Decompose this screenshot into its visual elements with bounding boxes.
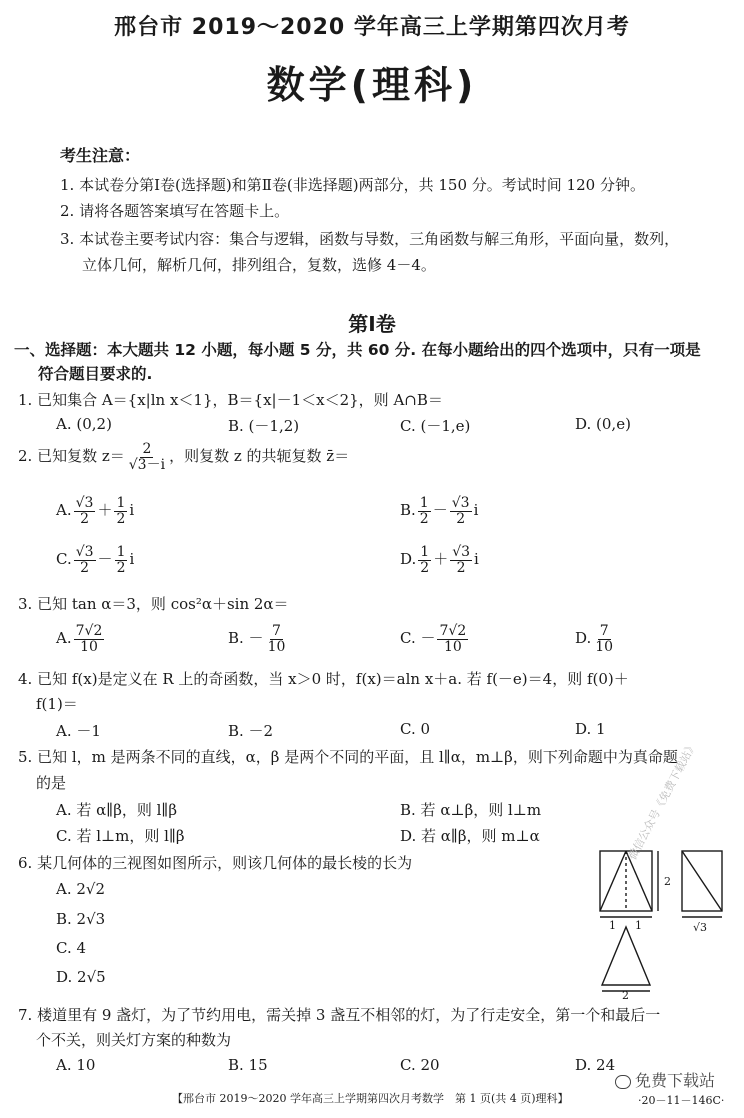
dim-base: 2 bbox=[622, 989, 629, 1000]
exam-title: 邢台市 2019～2020 学年高三上学期第四次月考 bbox=[114, 15, 630, 40]
q4-option-a: A. －1 bbox=[56, 722, 101, 740]
q7-option-b: B. 15 bbox=[228, 1056, 268, 1074]
q6-option-b: B. 2√3 bbox=[56, 910, 106, 928]
page-footer: 【邢台市 2019～2020 学年高三上学期第四次月考数学 第 1 页(共 4 页)理科】 bbox=[172, 1092, 569, 1105]
notice-item-3: 3. 本试卷主要考试内容：集合与逻辑，函数与导数，三角函数与解三角形，平面向量，数列， bbox=[60, 230, 680, 248]
question-1-stem: 1. 已知集合 A＝{x|ln x＜1}，B＝{x|－1＜x＜2}，则 A∩B＝ bbox=[18, 391, 443, 409]
q3-option-a: A. $\frac{7√2}{10}$ bbox=[56, 623, 103, 655]
dim-height: 2 bbox=[664, 875, 671, 888]
question-2-stem: 2. 已知复数 z＝ $\frac{2}{√3-i}$ ，则复数 z 的共轭复数 z̄＝ bbox=[18, 441, 350, 473]
q2-option-d: D. $\frac{1}{2}$ ＋ $\frac{√3}{2}$ i bbox=[400, 544, 479, 576]
volume-heading: 第Ⅰ卷 bbox=[348, 312, 396, 336]
dim-w1: 1 bbox=[609, 919, 616, 932]
q5-option-a: A. 若 α∥β，则 l∥β bbox=[56, 801, 178, 819]
q4-option-d: D. 1 bbox=[575, 720, 606, 738]
q5-option-d: D. 若 α∥β，则 m⊥α bbox=[400, 827, 540, 845]
q1-option-c: C. (－1,e) bbox=[400, 417, 471, 435]
q4-option-b: B. －2 bbox=[228, 722, 274, 740]
dim-w2: 1 bbox=[635, 919, 642, 932]
dim-side: √3 bbox=[693, 921, 708, 934]
watermark-logo: 免费下载站 bbox=[615, 1068, 715, 1091]
notice-item-3-cont: 立体几何，解析几何，排列组合，复数，选修 4－4。 bbox=[82, 256, 436, 274]
question-4-stem: 4. 已知 f(x)是定义在 R 上的奇函数，当 x＞0 时，f(x)＝aln x＋a. 若 f(－e)＝4，则 f(0)＋ bbox=[18, 670, 629, 688]
q4-option-c: C. 0 bbox=[400, 720, 431, 738]
question-7-stem: 7. 楼道里有 9 盏灯，为了节约用电，需关掉 3 盏互不相邻的灯，为了行走安全，第一个和最后一 bbox=[18, 1006, 661, 1024]
q1-option-b: B. (－1,2) bbox=[228, 417, 300, 435]
top-view bbox=[602, 927, 650, 985]
subject-title: 数学(理科) bbox=[266, 63, 478, 107]
q6-option-d: D. 2√5 bbox=[56, 968, 106, 986]
notice-item-1: 1. 本试卷分第Ⅰ卷(选择题)和第Ⅱ卷(非选择题)两部分，共 150 分。考试时间 120 分钟。 bbox=[60, 176, 645, 194]
q2-option-a: A. $\frac{√3}{2}$ ＋ $\frac{1}{2}$ i bbox=[56, 495, 135, 527]
q7-option-a: A. 10 bbox=[56, 1056, 96, 1074]
question-5-stem: 5. 已知 l，m 是两条不同的直线，α，β 是两个不同的平面，且 l∥α，m⊥β，则下列命题中为真命题 bbox=[18, 748, 678, 766]
question-5-stem-cont: 的是 bbox=[36, 774, 67, 792]
q7-option-d: D. 24 bbox=[575, 1056, 616, 1074]
q1-option-a: A. (0,2) bbox=[56, 415, 112, 433]
question-7-stem-cont: 个不关，则关灯方案的种数为 bbox=[36, 1031, 232, 1049]
z-fraction: $\frac{2}{√3-i}$ bbox=[128, 441, 166, 473]
q3-option-b: B. － $\frac{7}{10}$ bbox=[228, 623, 286, 655]
q5-option-c: C. 若 l⊥m，则 l∥β bbox=[56, 827, 185, 845]
notice-title: 考生注意： bbox=[60, 146, 141, 165]
three-view-figure bbox=[590, 845, 740, 1000]
section-heading: 一、选择题：本大题共 12 小题，每小题 5 分，共 60 分. 在每小题给出的四个选项中，只有一项是 bbox=[14, 341, 701, 359]
section-heading-cont: 符合题目要求的. bbox=[38, 365, 153, 383]
q2-option-b: B. $\frac{1}{2}$ － $\frac{√3}{2}$ i bbox=[400, 495, 479, 527]
q1-option-d: D. (0,e) bbox=[575, 415, 631, 433]
notice-item-2: 2. 请将各题答案填写在答题卡上。 bbox=[60, 202, 290, 220]
question-4-stem-cont: f(1)＝ bbox=[36, 695, 78, 713]
q3-option-d: D. $\frac{7}{10}$ bbox=[575, 623, 614, 655]
q2-option-c: C. $\frac{√3}{2}$ － $\frac{1}{2}$ i bbox=[56, 544, 135, 576]
watermark-text: 微信公众号《免费下载站》 bbox=[625, 739, 700, 863]
q5-option-b: B. 若 α⊥β，则 l⊥m bbox=[400, 801, 542, 819]
q7-option-c: C. 20 bbox=[400, 1056, 440, 1074]
question-3-stem: 3. 已知 tan α＝3，则 cos²α＋sin 2α＝ bbox=[18, 595, 289, 613]
q6-option-c: C. 4 bbox=[56, 939, 87, 957]
question-6-stem: 6. 某几何体的三视图如图所示，则该几何体的最长棱的长为 bbox=[18, 854, 413, 872]
q3-option-c: C. － $\frac{7√2}{10}$ bbox=[400, 623, 467, 655]
wechat-icon bbox=[615, 1075, 631, 1089]
q6-option-a: A. 2√2 bbox=[56, 880, 106, 898]
paper-code: ·20－11－146C· bbox=[638, 1094, 725, 1107]
